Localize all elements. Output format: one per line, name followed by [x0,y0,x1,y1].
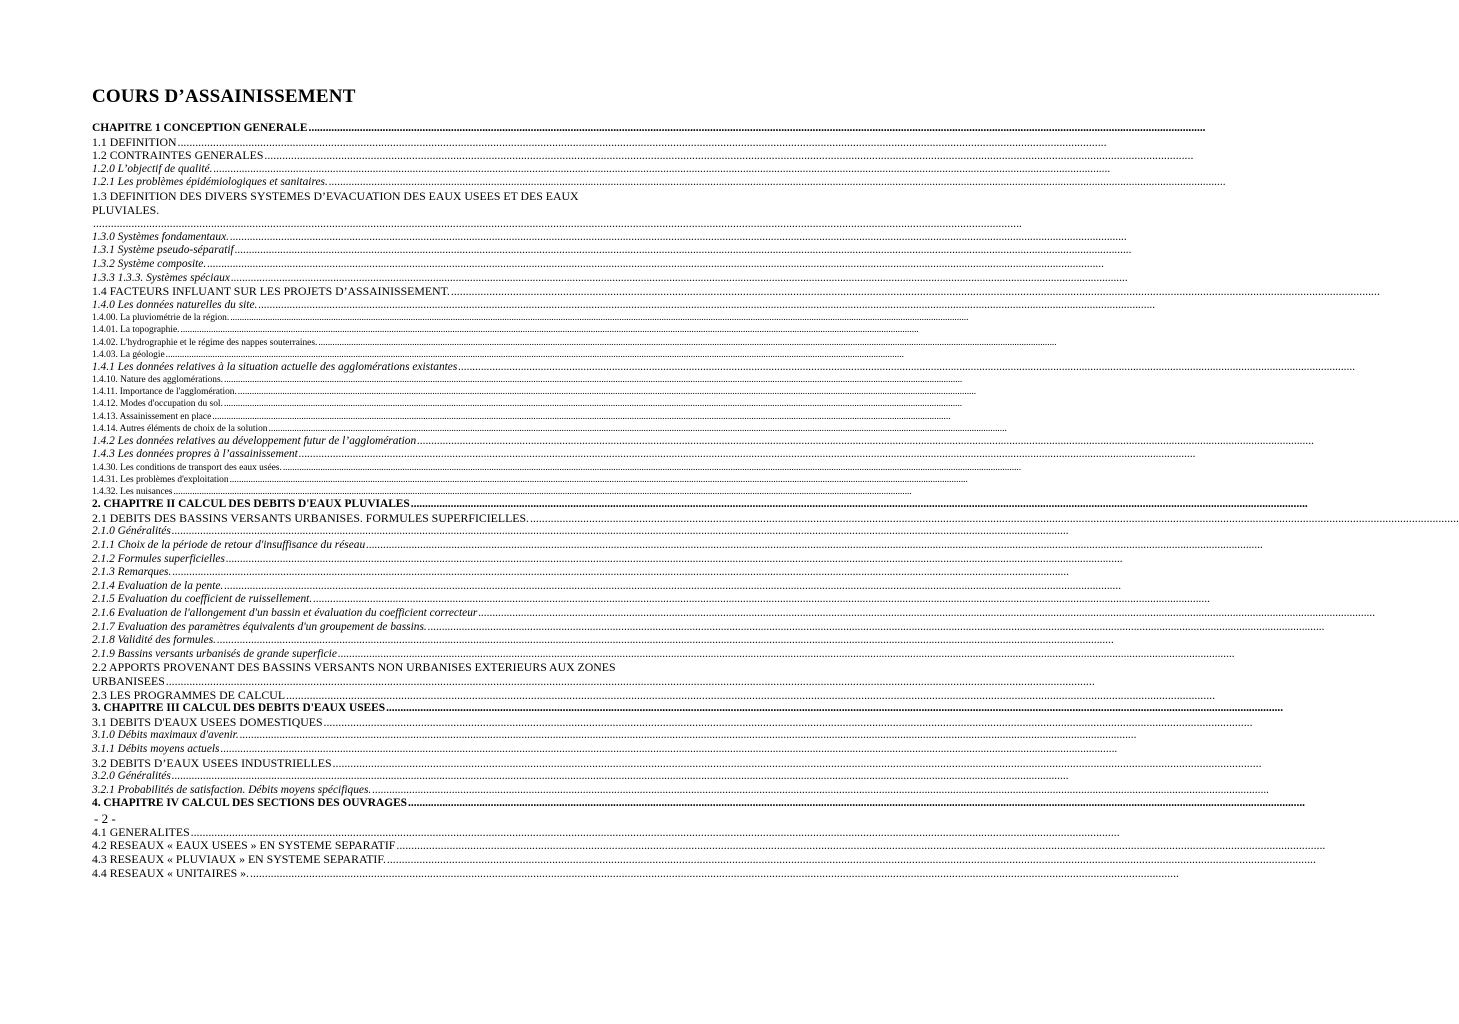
toc-entry-label: 1.4.14. Autres éléments de choix de la solution [92,423,268,434]
toc-entry[interactable] [92,462,582,474]
toc-entry[interactable] [92,299,615,313]
toc-entry[interactable] [92,593,615,607]
dot-leader [286,689,1215,703]
page-number-marker: - 2 - [94,810,116,826]
toc-entry-label: 3. CHAPITRE III CALCUL DES DEBITS D'EAUX USEES [92,702,386,715]
dot-leader [166,349,904,361]
toc-entry[interactable] [92,757,635,771]
toc-entry-label: 2. CHAPITRE II CALCUL DES DEBITS D'EAUX PLUVIALES [92,498,410,511]
dot-leader [329,176,1226,190]
toc-entry[interactable] [92,149,635,163]
toc-entry[interactable] [92,244,615,258]
toc-entry[interactable] [92,349,582,361]
toc-entry[interactable] [92,867,635,881]
toc-entry-label: 3.1.0 Débits maximaux d'avenir. [92,729,239,742]
dot-leader [93,216,1022,230]
dot-leader [264,149,1193,163]
toc-entry[interactable] [92,231,615,245]
dot-leader [366,539,1263,553]
dot-leader [299,448,1196,462]
dot-leader [235,244,1132,258]
dot-leader [224,580,1121,594]
toc-entry-label: 1.3.0 Systèmes fondamentaux. [92,230,229,243]
toc-entry-label: 1.3.1 Système pseudo-séparatif [92,244,234,257]
toc-entry[interactable] [92,853,635,867]
toc-entry-label: 3.1.1 Débits moyens actuels [92,742,220,755]
dot-leader [230,312,968,324]
dot-leader [240,729,1137,743]
toc-entry-label: 3.2.1 Probabilités de satisfaction. Débits moyens spécifiques. [92,783,372,796]
toc-entry-label: 1.3.2 Système composite. [92,257,207,270]
dot-leader [309,122,1206,136]
toc-entry-label: 4. CHAPITRE IV CALCUL DES SECTIONS DES OUVRAGES [92,797,408,810]
dot-leader [212,411,950,423]
toc-entry[interactable] [92,661,635,688]
toc-entry-label: 1.4.01. La topographie. [92,325,180,336]
dot-leader [226,553,1123,567]
toc-entry-label: 2.1.7 Evaluation des paramètres équivalents d'un groupement de bassins. [92,620,427,633]
toc-entry[interactable] [92,729,615,743]
toc-entry-label: 1.3 DEFINITION DES DIVERS SYSTEMES D’EVACUATION DES EAUX USEES ET DES EAUX PLUVIALES. [92,188,579,217]
dot-leader [178,136,1107,150]
toc-entry-label: 2.1.3 Remarques. [92,566,172,579]
toc-entry-label: 2.1.9 Bassins versants urbanisés de grande superficie [92,647,337,660]
dot-leader [408,797,1305,811]
toc-entry-label: 1.4.02. L'hydrographie et le régime des nappes souterraines. [92,337,318,348]
toc-entry[interactable] [92,448,615,462]
toc-entry[interactable] [92,648,615,662]
dot-leader [417,435,1314,449]
dot-leader [172,770,1069,784]
toc-entry-label: 2.3 LES PROGRAMMES DE CALCUL [92,687,286,702]
toc-entry-label: 1.4.3 Les données propres à l’assainissement [92,448,298,461]
dot-leader [172,566,1069,580]
toc-entry[interactable] [92,621,615,635]
toc-entry[interactable] [92,386,582,398]
dot-leader [231,272,1128,286]
dot-leader [269,423,1007,435]
toc-entry[interactable] [92,743,615,757]
toc-entry-label: 1.4.11. Importance de l'agglomération. [92,387,237,398]
toc-entry[interactable] [92,337,582,349]
toc-entry[interactable] [92,122,635,136]
toc-entry[interactable] [92,190,635,231]
toc-entry[interactable] [92,539,615,553]
toc-entry[interactable] [92,826,635,840]
dot-leader [372,784,1269,798]
dot-leader [324,716,1253,730]
toc-entry-label: 1.4.32. Les nuisances [92,487,173,498]
table-of-contents [92,122,652,880]
toc-entry[interactable] [92,272,615,286]
toc-entry-label: 2.1.6 Evaluation de l'allongement d'un bassin et évaluation du coefficient correcteur [92,606,478,619]
toc-entry[interactable] [92,361,615,375]
dot-leader [387,853,1316,867]
dot-leader [313,593,1210,607]
toc-entry-label: 1.2 CONTRAINTES GENERALES [92,148,264,163]
toc-entry-label: CHAPITRE 1 CONCEPTION GENERALE [92,122,308,134]
toc-entry-label: 1.4 FACTEURS INFLUANT SUR LES PROJETS D’ASSAINISSEMENT. [92,284,450,299]
toc-entry[interactable] [92,525,615,539]
dot-leader [386,702,1283,716]
toc-entry-label: 2.1 DEBITS DES BASSINS VERSANTS URBANISES. FORMULES SUPERFICIELLES. [92,510,529,525]
toc-entry[interactable] [92,398,582,410]
toc-entry-label: 2.1.8 Validité des formules. [92,634,217,647]
toc-entry[interactable] [92,689,635,703]
toc-entry[interactable] [92,566,615,580]
dot-leader [224,398,962,410]
toc-entry-label: 2.1.5 Evaluation du coefficient de ruissellement. [92,593,313,606]
dot-leader [230,231,1127,245]
toc-entry[interactable] [92,474,582,486]
dot-leader [213,163,1110,177]
toc-entry[interactable] [92,163,615,177]
toc-entry-label: 1.4.13. Assainissement en place [92,411,212,422]
toc-entry-label: 1.4.00. La pluviométrie de la région. [92,313,230,324]
dot-leader [428,621,1325,635]
toc-entry[interactable] [92,176,615,190]
toc-entry-label: 1.4.1 Les données relatives à la situation actuelle des agglomérations existantes [92,360,458,373]
toc-entry[interactable] [92,716,635,730]
toc-entry-label: 3.2.0 Généralités [92,770,171,783]
toc-entry[interactable] [92,512,635,526]
dot-leader [411,498,1308,512]
dot-leader [230,474,968,486]
dot-leader [221,743,1118,757]
toc-entry[interactable] [92,435,615,449]
dot-leader [283,462,1021,474]
toc-entry[interactable] [92,702,635,716]
toc-entry[interactable] [92,607,615,621]
toc-entry[interactable] [92,498,635,512]
toc-entry-label: 3.2 DEBITS D’EAUX USEES INDUSTRIELLES [92,755,332,770]
toc-entry-label: 1.2.0 L’objectif de qualité. [92,162,213,175]
dot-leader [458,361,1355,375]
dot-leader [217,634,1114,648]
toc-entry-label: 2.1.4 Evaluation de la pente. [92,579,224,592]
toc-entry-label: 2.1.2 Formules superficielles [92,552,225,565]
dot-leader [338,648,1235,662]
dot-leader [173,486,911,498]
dot-leader [180,324,918,336]
dot-leader [250,867,1179,881]
toc-entry-label: 2.1.0 Généralités [92,525,171,538]
toc-entry[interactable] [92,486,582,498]
toc-entry-label: 1.4.10. Nature des agglomérations. [92,375,223,386]
toc-entry[interactable] [92,839,635,853]
dot-leader [224,374,962,386]
document-title: COURS D’ASSAINISSEMENT [92,86,356,107]
dot-leader [318,337,1056,349]
toc-entry-label: 4.3 RESEAUX « PLUVIAUX » EN SYSTEME SEPARATIF. [92,852,386,867]
toc-entry-label: 1.4.30. Les conditions de transport des eaux usées. [92,462,282,473]
toc-entry[interactable] [92,411,582,423]
toc-entry[interactable] [92,423,582,435]
toc-entry[interactable] [92,285,635,299]
dot-leader [172,525,1069,539]
dot-leader [451,285,1380,299]
dot-leader [207,258,1104,272]
toc-entry-label: 1.4.12. Modes d'occupation du sol. [92,399,223,410]
toc-entry[interactable] [92,553,615,567]
toc-entry[interactable] [92,784,615,798]
toc-entry[interactable] [92,770,615,784]
toc-entry[interactable] [92,258,615,272]
toc-entry-label: 1.4.0 Les données naturelles du site. [92,298,258,311]
toc-entry[interactable] [92,312,582,324]
dot-leader [191,826,1120,840]
dot-leader [396,839,1325,853]
toc-entry[interactable] [92,580,615,594]
toc-entry-label: 2.2 APPORTS PROVENANT DES BASSINS VERSANTS NON URBANISES EXTERIEURS AUX ZONES URBANISEES [92,660,616,688]
toc-entry-label: 1.4.2 Les données relatives au développement futur de l’agglomération [92,434,417,447]
toc-entry-label: 4.4 RESEAUX « UNITAIRES ». [92,865,249,880]
toc-entry-label: 4.2 RESEAUX « EAUX USEES » EN SYSTEME SEPARATIF [92,838,396,853]
toc-entry-label: 3.1 DEBITS D'EAUX USEES DOMESTIQUES [92,714,323,729]
dot-leader [333,757,1262,771]
toc-entry[interactable] [92,324,582,336]
dot-leader [166,674,1095,688]
toc-entry-label: 2.1.1 Choix de la période de retour d'insuffisance du réseau [92,539,366,551]
toc-entry[interactable] [92,797,635,811]
toc-entry-label: 1.2.1 Les problèmes épidémiologiques et sanitaires. [92,176,328,189]
dot-leader [478,607,1375,621]
toc-entry-label: 1.4.31. Les problèmes d'exploitation [92,475,229,486]
toc-entry-label: 1.1 DEFINITION [92,134,177,149]
dot-leader [238,386,976,398]
document-page [92,86,652,880]
dot-leader [530,512,1459,526]
toc-entry-label: 1.3.3 1.3.3. Systèmes spéciaux [92,271,230,284]
toc-entry-label: 1.4.03. La géologie [92,349,165,360]
toc-entry-label: 4.1 GENERALITES [92,824,190,839]
toc-entry[interactable] [92,634,615,648]
dot-leader [258,299,1155,313]
toc-entry[interactable] [92,136,635,150]
toc-entry[interactable] [92,374,582,386]
